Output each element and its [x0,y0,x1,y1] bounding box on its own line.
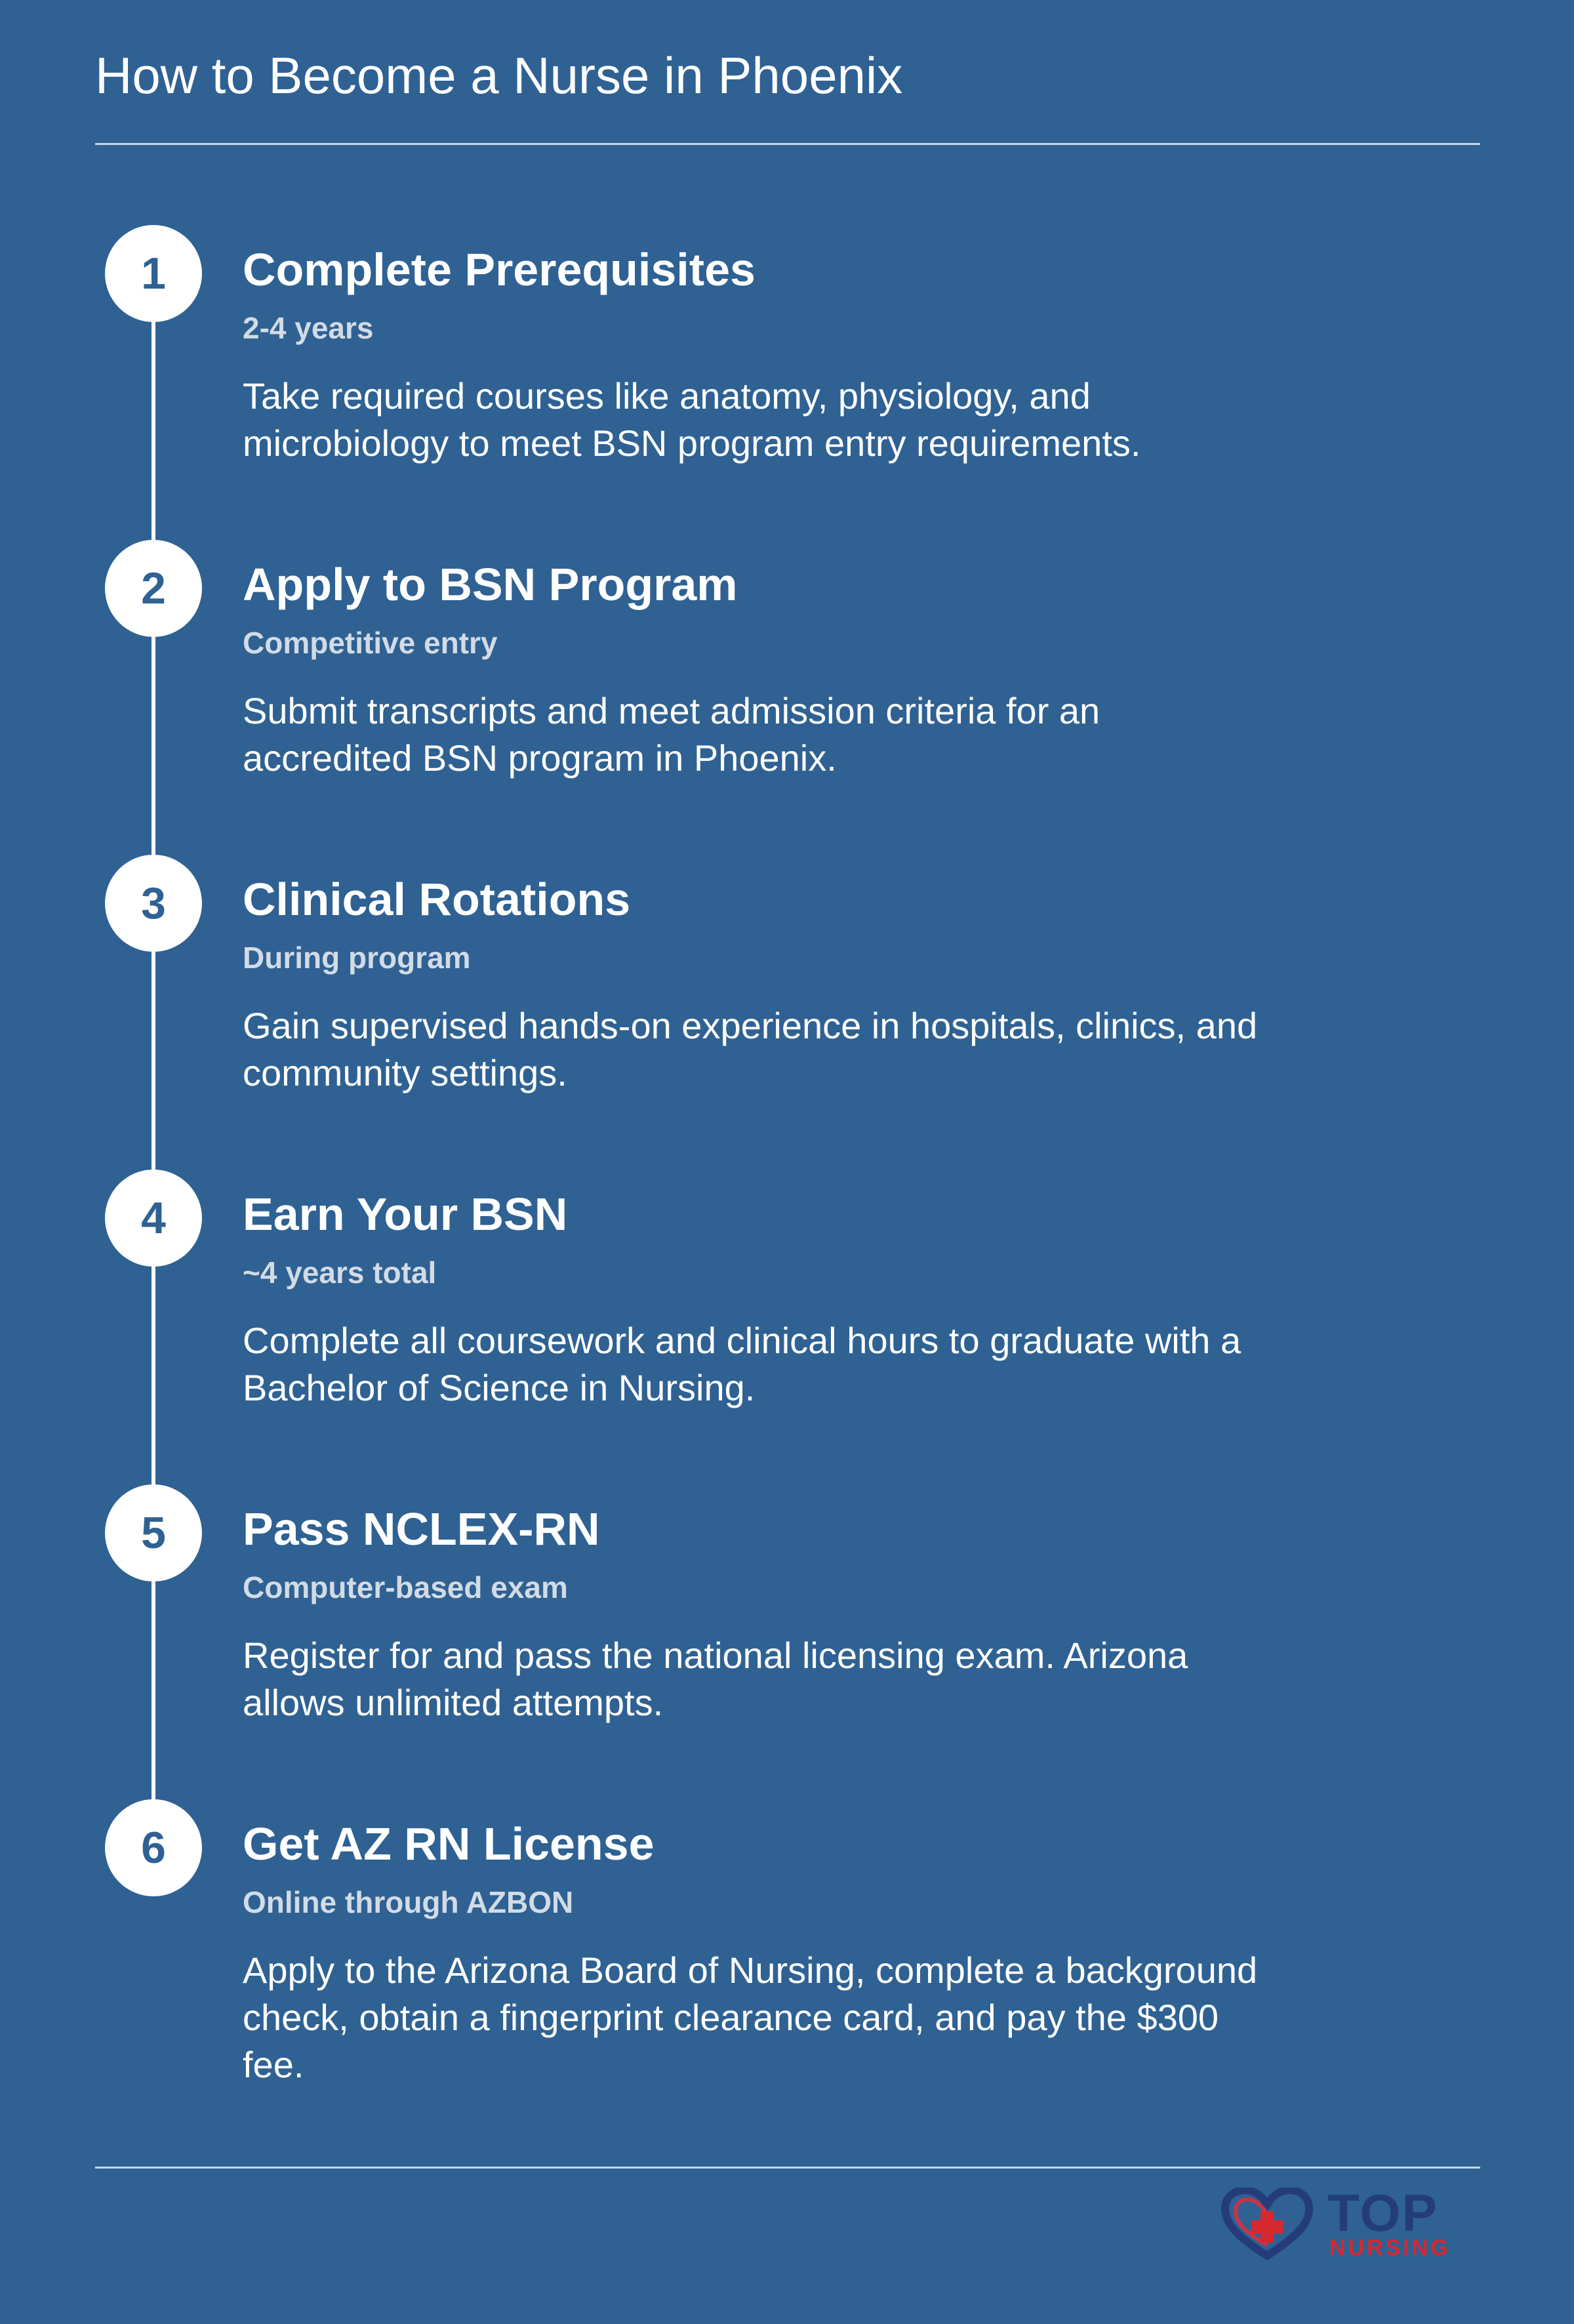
step-subtitle: Competitive entry [243,626,498,660]
step-title: Apply to BSN Program [243,559,738,610]
step-description: Submit transcripts and meet admission criteria for an accredited BSN program in Phoenix. [243,690,1100,779]
page-title: How to Become a Nurse in Phoenix [95,47,903,104]
top-nursing-logo[interactable] [1221,2184,1483,2260]
step-title: Earn Your BSN [243,1189,568,1240]
step-number-badge: 1 [105,225,202,322]
top-divider [95,143,1480,145]
step-number-badge: 6 [105,1799,202,1896]
step-description: Apply to the Arizona Board of Nursing, complete a background check, obtain a fingerprint clearance card, and pay the $300 fee. [243,1949,1258,2085]
step-number-badge: 3 [105,855,202,952]
step-subtitle: Online through AZBON [243,1885,574,1919]
step-number-badge: 5 [105,1484,202,1581]
step-description: Complete all coursework and clinical hours to graduate with a Bachelor of Science in Nursing. [243,1320,1241,1408]
step-description: Take required courses like anatomy, physiology, and microbiology to meet BSN program entry requirements. [243,375,1141,464]
step-title: Clinical Rotations [243,874,631,925]
step-description: Gain supervised hands-on experience in hospitals, clinics, and community settings. [243,1005,1258,1093]
step-title: Complete Prerequisites [243,244,756,295]
step-subtitle: Computer-based exam [243,1570,568,1604]
step-number-badge: 4 [105,1170,202,1267]
step-subtitle: ~4 years total [243,1255,437,1290]
step-title: Pass NCLEX-RN [243,1503,600,1555]
logo-wordmark-top: TOP [1327,2184,1439,2242]
bottom-divider [95,2167,1480,2169]
step-description: Register for and pass the national licensing exam. Arizona allows unlimited attempts. [243,1635,1188,1723]
step-subtitle: 2-4 years [243,311,374,345]
step-title: Get AZ RN License [243,1818,655,1869]
step-number-badge: 2 [105,540,202,637]
heart-cross-icon [1221,2188,1313,2260]
logo-wordmark-nursing: NURSING [1329,2235,1451,2260]
step-subtitle: During program [243,941,471,975]
timeline-line [151,274,155,1847]
